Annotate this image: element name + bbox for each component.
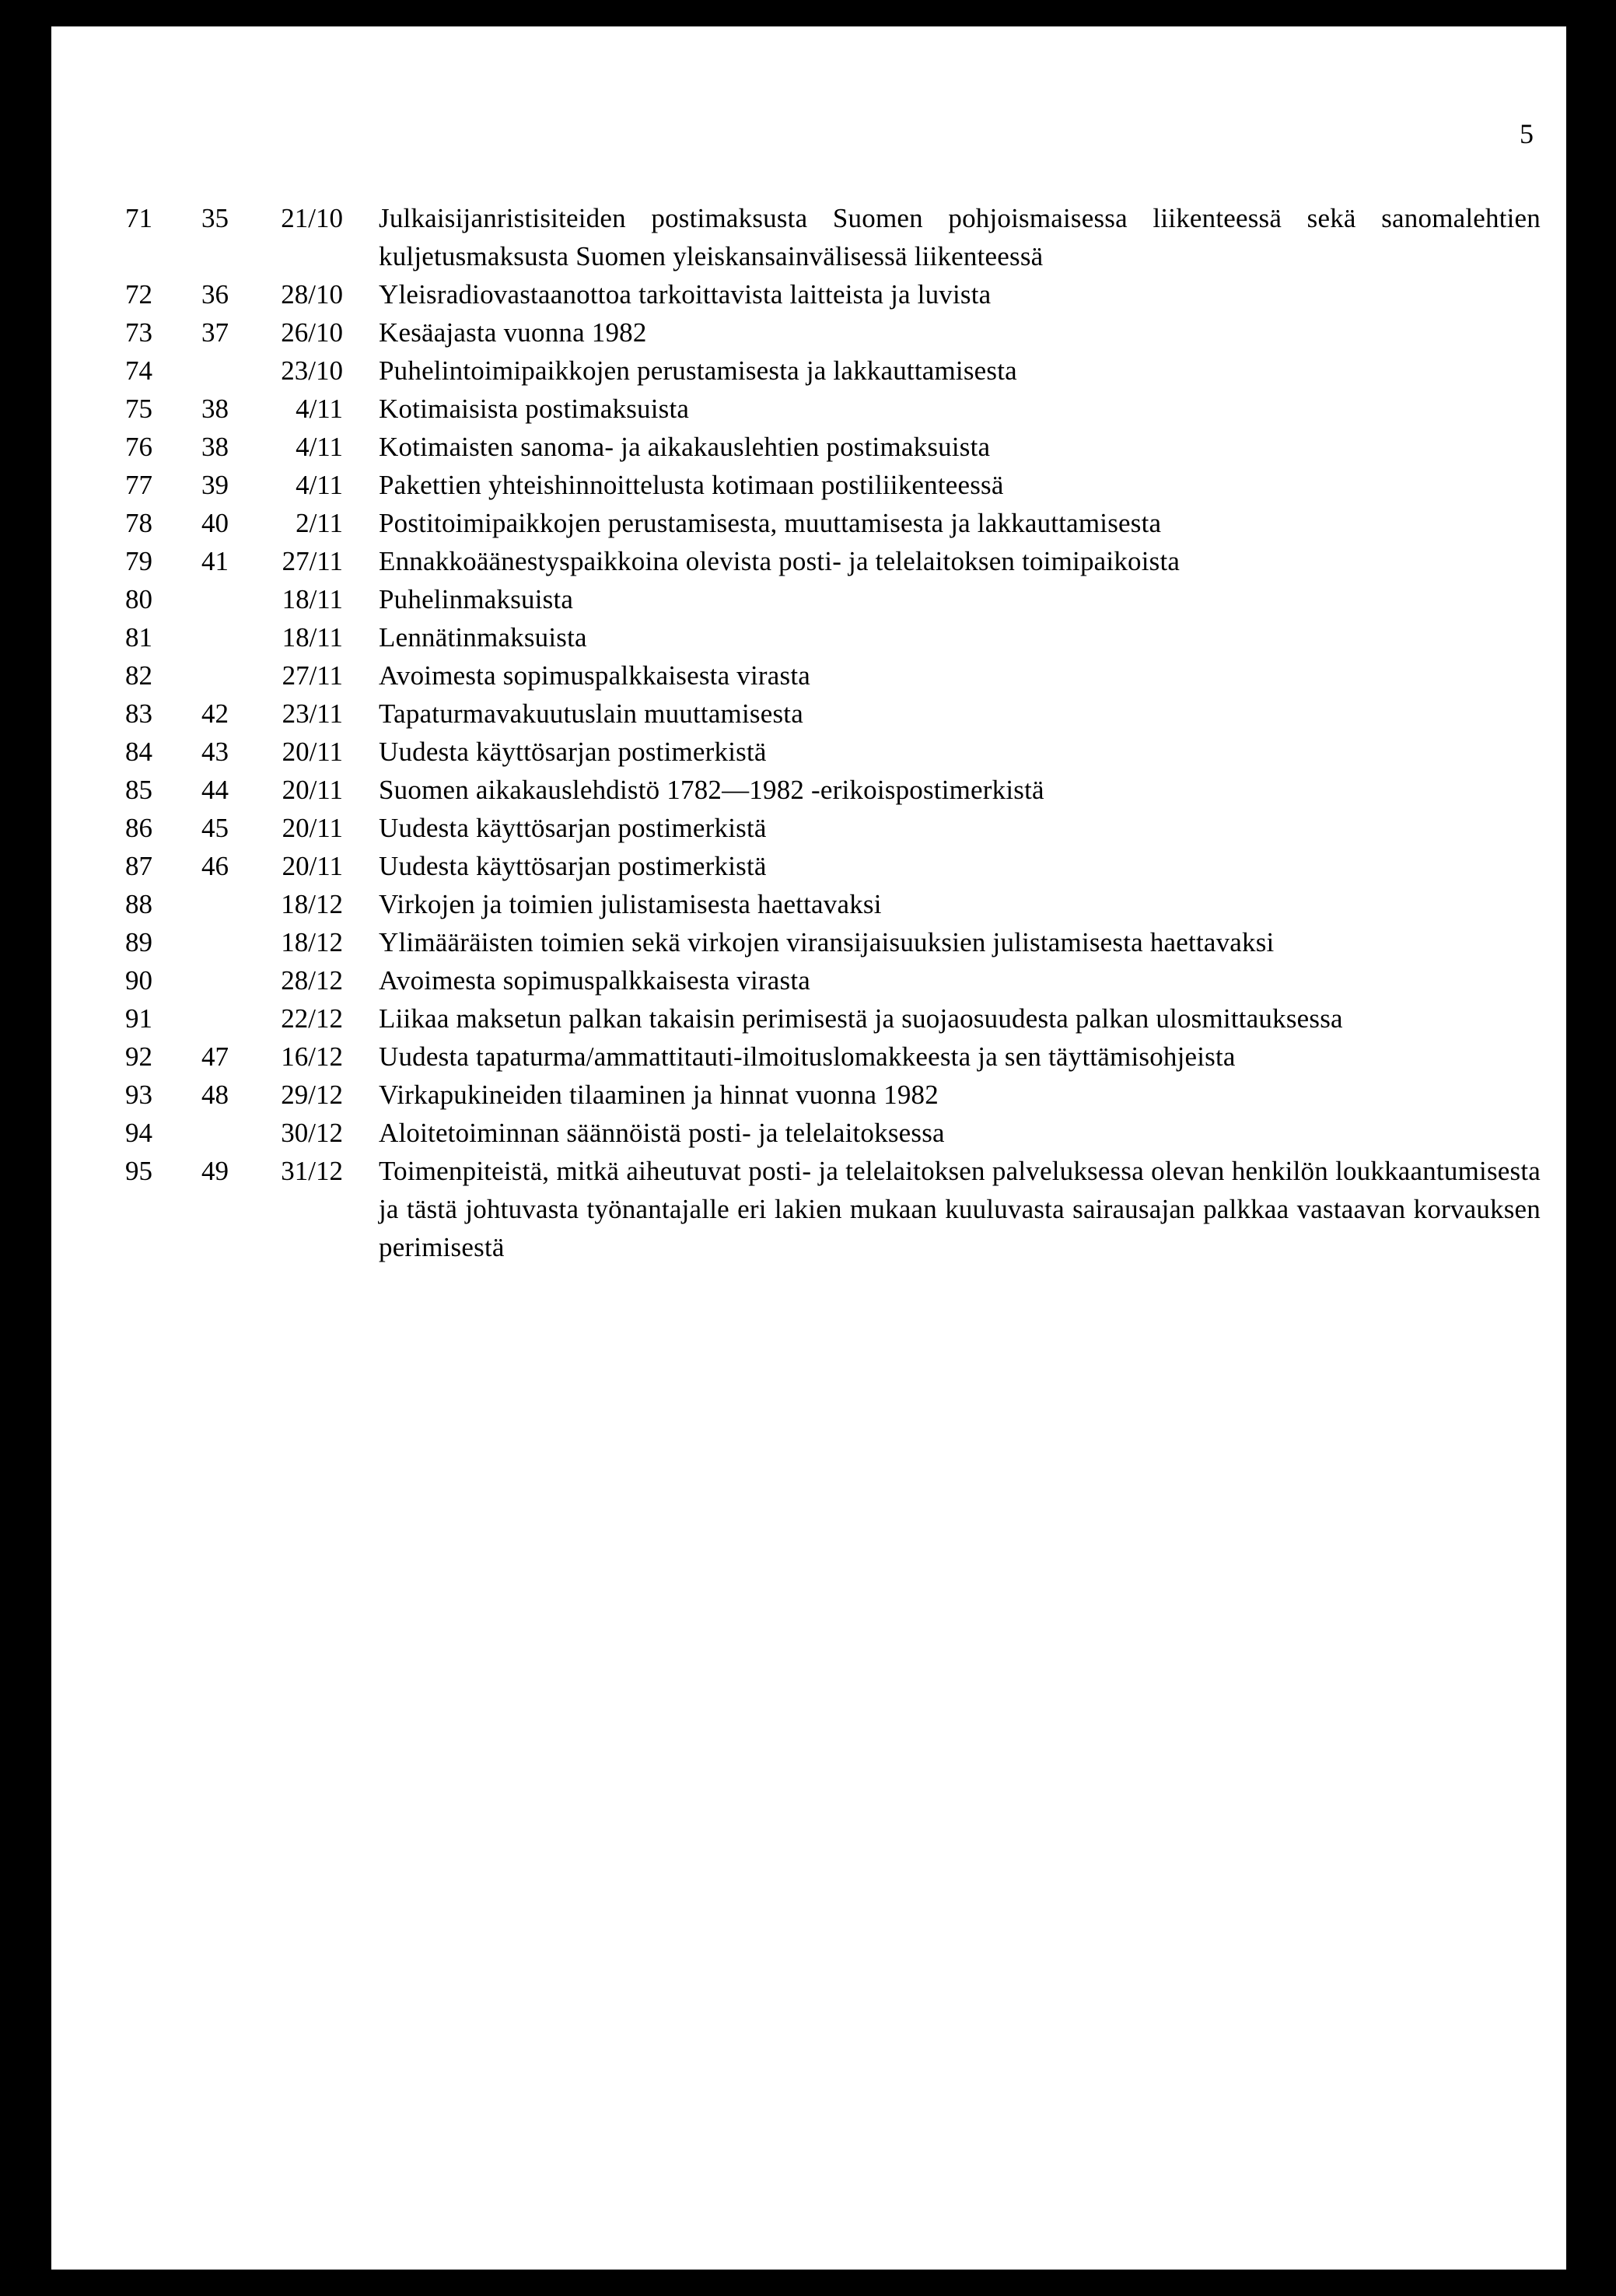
entry-date: 21/10 [281,203,343,233]
entry-circular-number: 41 [201,546,229,576]
entry-date: 4/11 [296,470,343,500]
entry-title: Uudesta käyttösarjan postimerkistä [379,813,767,843]
entry-date: 16/12 [281,1041,343,1072]
entry-number: 85 [125,775,152,805]
entry-date: 2/11 [296,508,343,538]
entry-title: Postitoimipaikkojen perustamisesta, muuttamisesta ja lakkauttamisesta [379,508,1162,538]
entry-circular-number: 38 [201,432,229,462]
list-item [125,695,1541,733]
entry-date: 18/12 [281,927,343,957]
entry-number: 90 [125,965,152,996]
entry-date: 27/11 [282,660,343,691]
list-item [125,275,1541,313]
entry-date: 4/11 [296,394,343,424]
document-page [51,26,1566,2270]
entry-number: 91 [125,1003,152,1034]
entry-date: 4/11 [296,432,343,462]
entry-number: 76 [125,432,152,462]
entry-title: Julkaisijanristisiteiden postimaksusta Suomen pohjoismaisessa liikenteessä sekä sanomalehtien kuljetusmaksusta Suomen yleiskansainvälisessä liikenteessä [379,203,1541,271]
entry-title: Puhelintoimipaikkojen perustamisesta ja lakkauttamisesta [379,355,1017,386]
entry-circular-number: 39 [201,470,229,500]
entry-list [125,199,1541,1266]
entry-title: Kesäajasta vuonna 1982 [379,317,647,348]
entry-circular-number: 37 [201,317,229,348]
list-item [125,847,1541,885]
entry-number: 83 [125,698,152,729]
entry-title: Uudesta käyttösarjan postimerkistä [379,851,767,881]
list-item [125,771,1541,809]
entry-number: 74 [125,355,152,386]
entry-title: Ennakkoäänestyspaikkoina olevista posti- ja telelaitoksen toimipaikoista [379,546,1181,576]
entry-circular-number: 43 [201,737,229,767]
list-item [125,923,1541,961]
entry-date: 31/12 [281,1156,343,1186]
entry-title: Lennätinmaksuista [379,622,587,653]
list-item [125,618,1541,656]
entry-number: 86 [125,813,152,843]
list-item [125,352,1541,390]
list-item [125,428,1541,466]
entry-date: 20/11 [282,813,343,843]
entry-number: 87 [125,851,152,881]
entry-date: 28/12 [281,965,343,996]
entry-date: 18/12 [281,889,343,919]
entry-title: Avoimesta sopimuspalkkaisesta virasta [379,965,810,996]
entry-circular-number: 47 [201,1041,229,1072]
list-item [125,542,1541,580]
entry-number: 94 [125,1118,152,1148]
entry-number: 92 [125,1041,152,1072]
entry-title: Tapaturmavakuutuslain muuttamisesta [379,698,803,729]
entry-circular-number: 35 [201,203,229,233]
entry-number: 88 [125,889,152,919]
entry-number: 81 [125,622,152,653]
list-item [125,733,1541,771]
list-item [125,885,1541,923]
entry-number: 75 [125,394,152,424]
entry-title: Uudesta käyttösarjan postimerkistä [379,737,767,767]
list-item [125,1114,1541,1152]
entry-circular-number [201,618,251,656]
entry-date: 20/11 [282,775,343,805]
entry-circular-number [201,961,251,999]
entry-number: 84 [125,737,152,767]
list-item [125,1038,1541,1076]
entry-number: 93 [125,1080,152,1110]
entry-date: 26/10 [281,317,343,348]
entry-title: Ylimääräisten toimien sekä virkojen viransijaisuuksien julistamisesta haettavaksi [379,927,1275,957]
entry-title: Kotimaisten sanoma- ja aikakauslehtien postimaksuista [379,432,991,462]
entry-circular-number: 49 [201,1156,229,1186]
list-item [125,390,1541,428]
entry-circular-number [201,923,251,961]
list-item [125,656,1541,695]
entry-title: Toimenpiteistä, mitkä aiheutuvat posti- ja telelaitoksen palveluksessa olevan henkilön loukkaantumisesta ja tästä johtuvasta työnantajalle eri lakien mukaan kuuluvasta sairausajan palkkaa vastaavan korvauksen perimisestä [379,1156,1541,1262]
entry-date: 30/12 [281,1118,343,1148]
entry-date: 20/11 [282,851,343,881]
entry-date: 28/10 [281,279,343,310]
list-item [125,504,1541,542]
entry-title: Aloitetoiminnan säännöistä posti- ja telelaitoksessa [379,1118,945,1148]
entry-date: 29/12 [281,1080,343,1110]
list-item [125,1152,1541,1266]
entry-number: 95 [125,1156,152,1186]
entry-title: Pakettien yhteishinnoittelusta kotimaan postiliikenteessä [379,470,1004,500]
entry-title: Uudesta tapaturma/ammattitauti-ilmoituslomakkeesta ja sen täyttämisohjeista [379,1041,1236,1072]
entry-number: 71 [125,203,152,233]
entry-circular-number [201,656,251,695]
entry-circular-number [201,999,251,1038]
entry-circular-number: 38 [201,394,229,424]
list-item [125,809,1541,847]
entry-number: 80 [125,584,152,614]
list-item [125,313,1541,352]
entry-circular-number [201,352,251,390]
entry-title: Kotimaisista postimaksuista [379,394,690,424]
entry-circular-number: 48 [201,1080,229,1110]
list-item [125,466,1541,504]
entry-circular-number: 44 [201,775,229,805]
entry-number: 77 [125,470,152,500]
list-item [125,580,1541,618]
page-number: 5 [1520,118,1534,149]
entry-number: 79 [125,546,152,576]
entry-date: 18/11 [282,622,343,653]
entry-circular-number [201,580,251,618]
entry-title: Avoimesta sopimuspalkkaisesta virasta [379,660,810,691]
entry-title: Puhelinmaksuista [379,584,574,614]
entry-number: 73 [125,317,152,348]
entry-title: Virkapukineiden tilaaminen ja hinnat vuonna 1982 [379,1080,939,1110]
list-item [125,1076,1541,1114]
entry-circular-number: 46 [201,851,229,881]
entry-circular-number: 36 [201,279,229,310]
entry-circular-number: 42 [201,698,229,729]
list-item [125,199,1541,275]
entry-date: 18/11 [282,584,343,614]
entry-circular-number [201,1114,251,1152]
entry-title: Yleisradiovastaanottoa tarkoittavista laitteista ja luvista [379,279,992,310]
entry-date: 22/12 [281,1003,343,1034]
entry-date: 27/11 [282,546,343,576]
entry-title: Liikaa maksetun palkan takaisin perimisestä ja suojaosuudesta palkan ulosmittauksessa [379,1003,1343,1034]
entry-circular-number: 40 [201,508,229,538]
entry-date: 23/11 [282,698,343,729]
entry-date: 20/11 [282,737,343,767]
entry-number: 89 [125,927,152,957]
list-item [125,999,1541,1038]
entry-circular-number [201,885,251,923]
entry-title: Virkojen ja toimien julistamisesta haettavaksi [379,889,882,919]
entry-number: 72 [125,279,152,310]
entry-circular-number: 45 [201,813,229,843]
entry-title: Suomen aikakauslehdistö 1782—1982 -erikoispostimerkistä [379,775,1044,805]
entry-date: 23/10 [281,355,343,386]
list-item [125,961,1541,999]
entry-number: 82 [125,660,152,691]
entry-number: 78 [125,508,152,538]
